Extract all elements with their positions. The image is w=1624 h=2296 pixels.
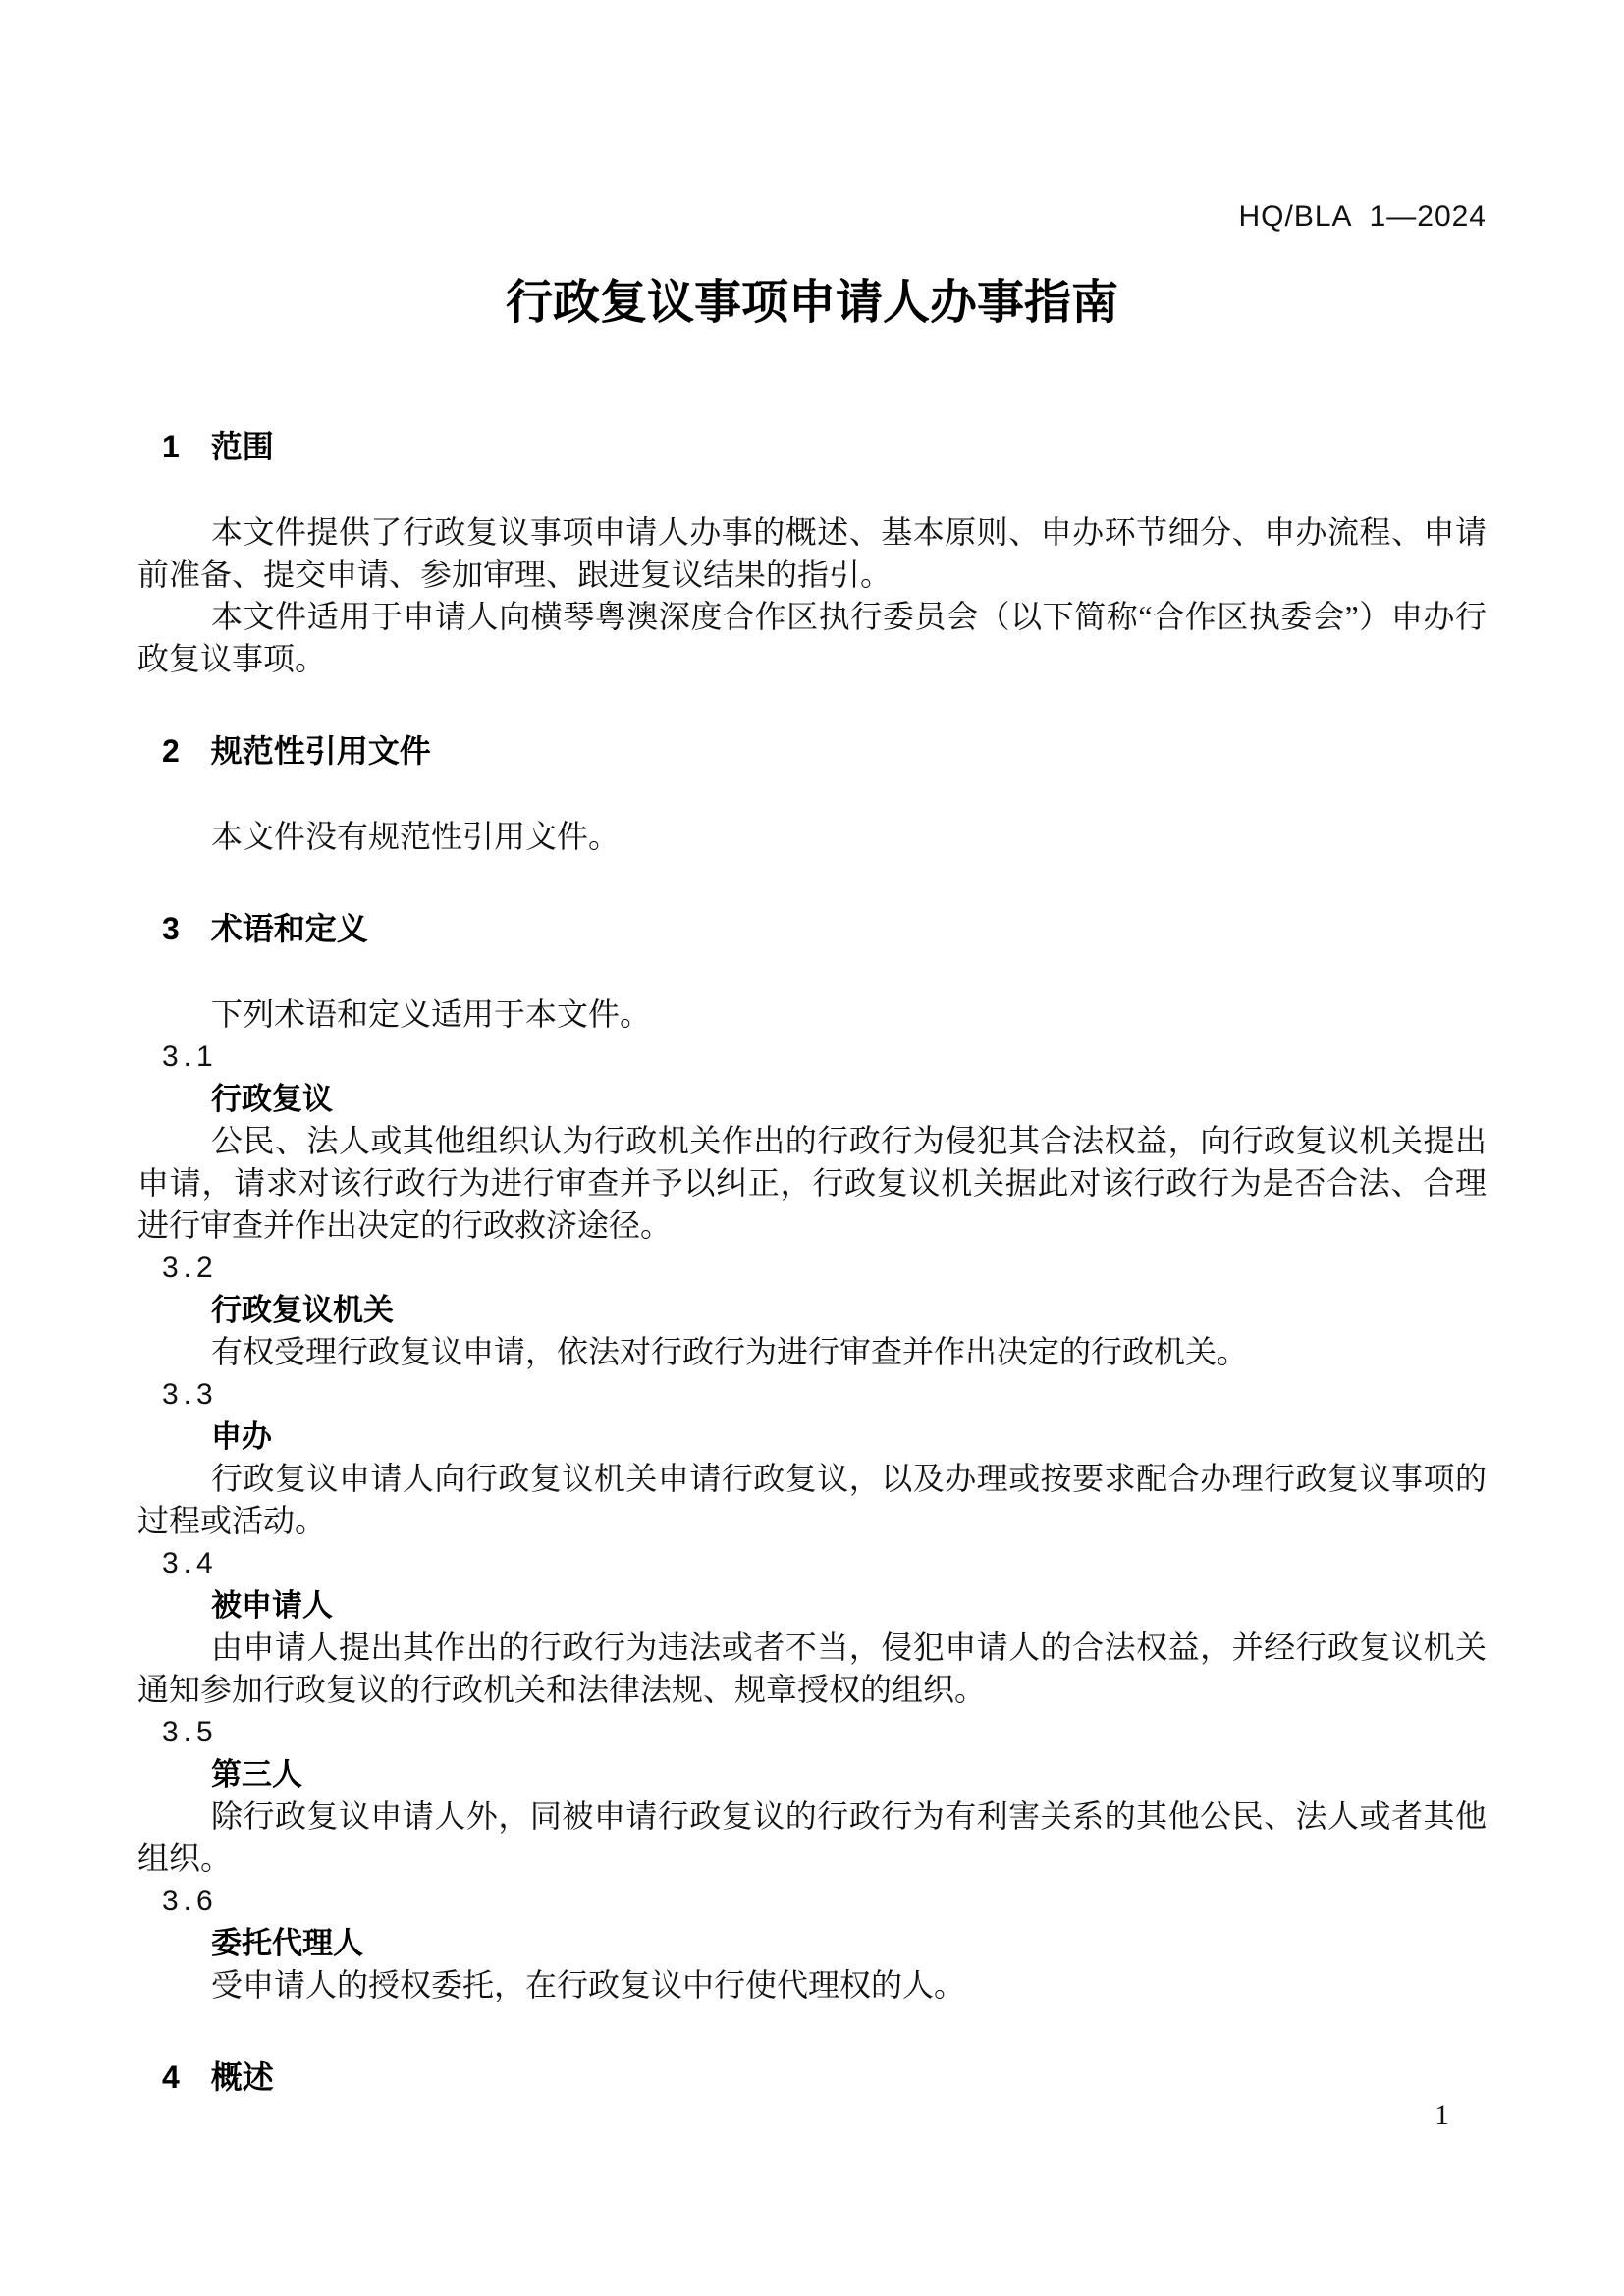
term-number: 3.2 — [162, 1252, 218, 1284]
section-title: 术语和定义 — [210, 911, 368, 946]
term-block-3-2 — [137, 1247, 1487, 1373]
term-number: 3.1 — [162, 1041, 218, 1073]
term-block-3-1 — [137, 1036, 1487, 1247]
doc-number: HQ/BLA 1—2024 — [1238, 200, 1487, 233]
term-block-3-5 — [137, 1711, 1487, 1880]
term-name: 申办 — [211, 1419, 272, 1454]
term-name: 行政复议机关 — [211, 1293, 394, 1327]
section-heading-4 — [162, 2057, 1487, 2097]
term-number: 3.4 — [162, 1547, 218, 1579]
paragraph: 本文件没有规范性引用文件。 — [211, 819, 621, 854]
paragraph: 下列术语和定义适用于本文件。 — [211, 996, 652, 1032]
section-heading-1 — [162, 427, 1487, 466]
term-definition: 除行政复议申请人外，同被申请行政复议的行政行为有利害关系的其他公民、法人或者其他组织。 — [137, 1798, 1487, 1876]
term-name: 委托代理人 — [211, 1926, 363, 1960]
term-block-3-4 — [137, 1542, 1487, 1711]
section-number: 1 — [162, 429, 182, 464]
section-number: 2 — [162, 733, 182, 769]
section-title: 规范性引用文件 — [210, 733, 431, 769]
page-number: 1 — [1435, 2099, 1449, 2131]
section-heading-3 — [162, 909, 1487, 948]
term-number: 3.6 — [162, 1885, 218, 1917]
page-title: 行政复议事项申请人办事指南 — [505, 277, 1118, 329]
page-content — [137, 0, 1487, 2097]
term-definition: 有权受理行政复议申请，依法对行政行为进行审查并作出决定的行政机关。 — [211, 1334, 1249, 1369]
section-heading-2 — [162, 731, 1487, 771]
term-block-3-6 — [137, 1880, 1487, 2006]
term-name: 被申请人 — [211, 1588, 333, 1623]
paragraph: 本文件提供了行政复议事项申请人办事的概述、基本原则、申办环节细分、申办流程、申请前准备、提交申请、参加审理、跟进复议结果的指引。 — [137, 514, 1487, 592]
section-number: 3 — [162, 911, 182, 946]
term-definition: 受申请人的授权委托，在行政复议中行使代理权的人。 — [211, 1967, 966, 2002]
section-title: 范围 — [210, 429, 274, 464]
term-block-3-3 — [137, 1373, 1487, 1542]
section-number: 4 — [162, 2059, 182, 2095]
term-name: 行政复议 — [211, 1082, 333, 1116]
term-definition: 公民、法人或其他组织认为行政机关作出的行政行为侵犯其合法权益，向行政复议机关提出申请，请求对该行政行为进行审查并予以纠正，行政复议机关据此对该行政行为是否合法、合理进行审查并作出决定的行政救济途径。 — [137, 1123, 1487, 1243]
term-name: 第三人 — [211, 1757, 302, 1791]
term-definition: 由申请人提出其作出的行政行为违法或者不当，侵犯申请人的合法权益，并经行政复议机关通知参加行政复议的行政机关和法律法规、规章授权的组织。 — [137, 1629, 1487, 1707]
paragraph: 本文件适用于申请人向横琴粤澳深度合作区执行委员会（以下简称“合作区执委会”）申办行政复议事项。 — [137, 599, 1487, 676]
term-number: 3.3 — [162, 1378, 218, 1411]
section-title: 概述 — [210, 2059, 274, 2095]
term-definition: 行政复议申请人向行政复议机关申请行政复议，以及办理或按要求配合办理行政复议事项的过程或活动。 — [137, 1461, 1487, 1538]
term-number: 3.5 — [162, 1716, 218, 1748]
